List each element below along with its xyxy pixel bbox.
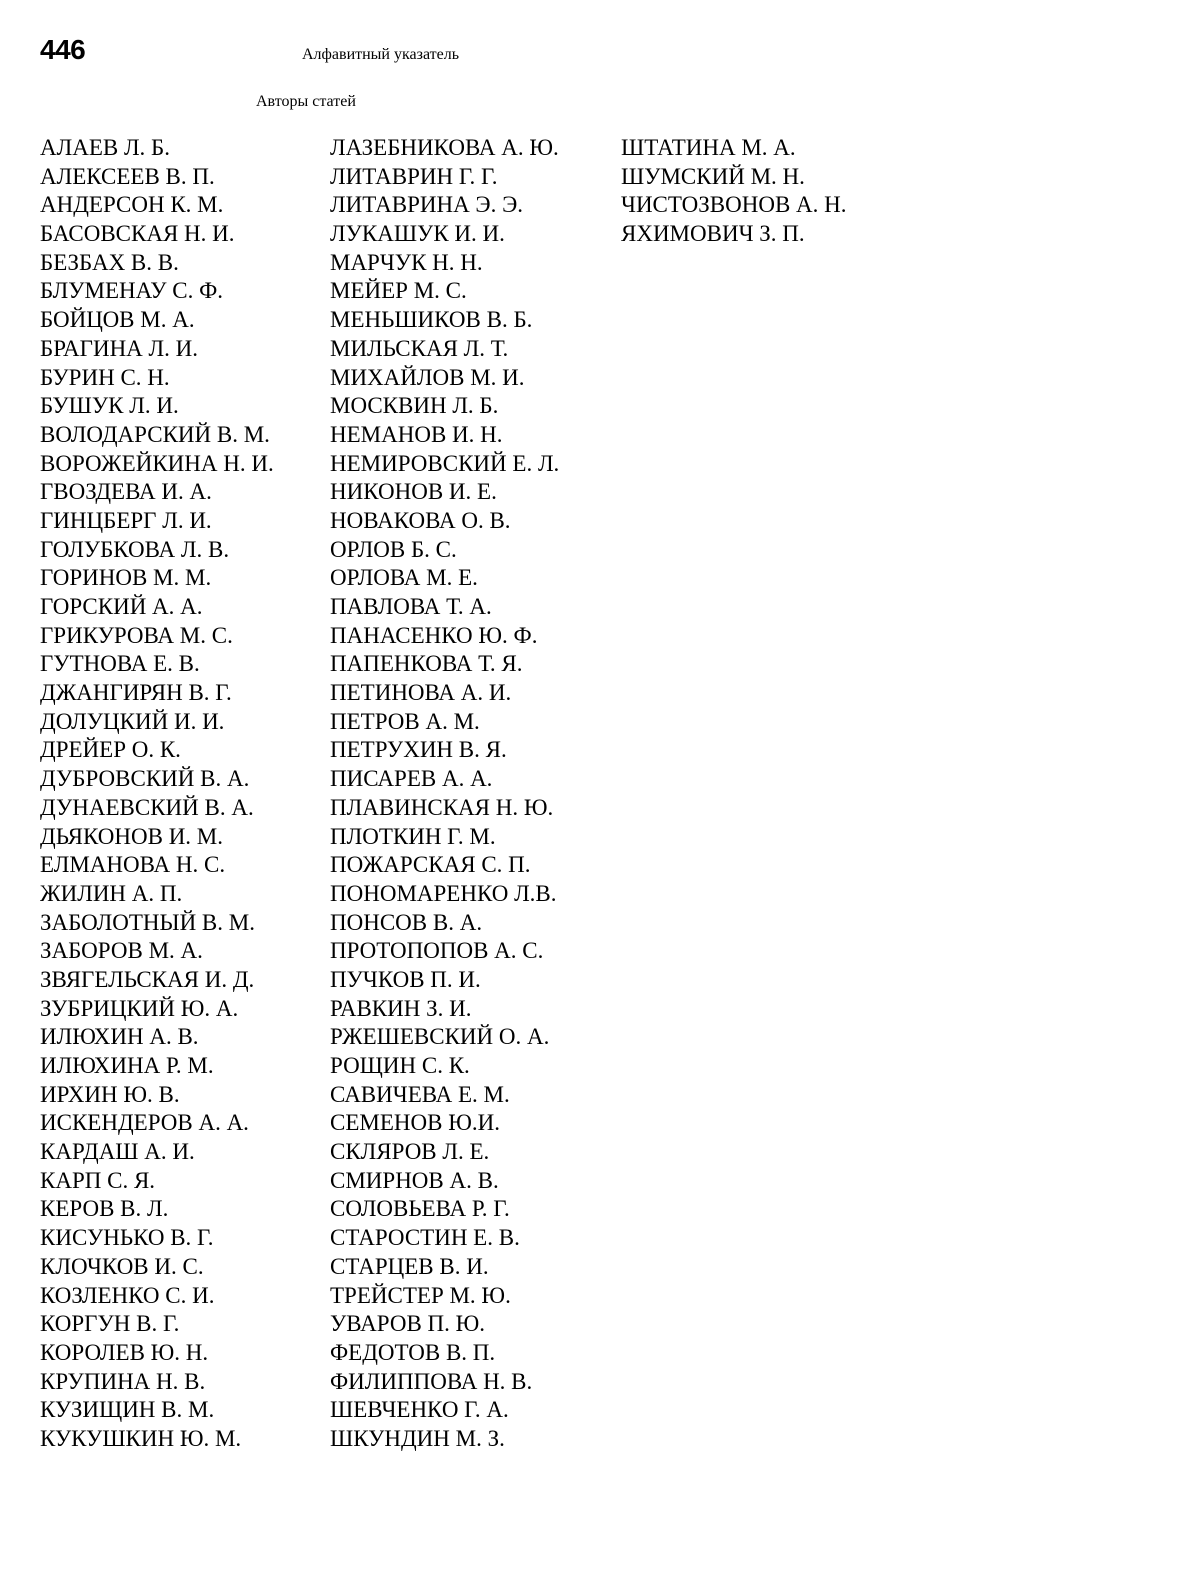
author-entry: ЛИТАВРИН Г. Г. (330, 163, 498, 189)
author-entry: ПАПЕНКОВА Т. Я. (330, 651, 523, 677)
section-title: Авторы статей (256, 93, 356, 110)
author-entry: ПЕТИНОВА А. И. (330, 680, 512, 706)
author-entry: МЕНЬШИКОВ В. Б. (330, 307, 533, 333)
author-entry: КИСУНЬКО В. Г. (40, 1225, 214, 1251)
author-entry: МОСКВИН Л. Б. (330, 393, 499, 419)
author-entry: СОЛОВЬЕВА Р. Г. (330, 1196, 510, 1222)
author-entry: МЕЙЕР М. С. (330, 278, 467, 304)
author-entry: ПЕТРУХИН В. Я. (330, 737, 507, 763)
author-entry: ИЛЮХИНА Р. М. (40, 1053, 214, 1078)
author-entry: УВАРОВ П. Ю. (330, 1311, 486, 1337)
author-entry: ИЛЮХИН А. В. (40, 1024, 199, 1050)
author-entry: САВИЧЕВА Е. М. (330, 1081, 510, 1107)
author-column-2 (330, 134, 559, 1454)
author-column-1 (40, 134, 274, 1454)
author-entry: РОЩИН С. К. (330, 1053, 470, 1078)
author-entry: КЕРОВ В. Л. (40, 1196, 169, 1222)
author-entry: ФИЛИППОВА Н. В. (330, 1368, 533, 1394)
author-entry: ТРЕЙСТЕР М. Ю. (330, 1282, 511, 1308)
author-entry: ЛУКАШУК И. И. (330, 221, 505, 247)
author-entry: ЗУБРИЦКИЙ Ю. А. (40, 995, 239, 1021)
author-entry: МИХАЙЛОВ М. И. (330, 364, 525, 390)
author-entry: ДРЕЙЕР О. К. (40, 737, 181, 763)
author-entry: ШЕВЧЕНКО Г. А. (330, 1397, 509, 1423)
author-entry: СКЛЯРОВ Л. Е. (330, 1139, 490, 1165)
author-entry: ВОРОЖЕЙКИНА Н. И. (40, 450, 274, 476)
author-entry: КАРДАШ А. И. (40, 1139, 195, 1165)
author-entry: СМИРНОВ А. В. (330, 1167, 499, 1193)
author-entry: ИРХИН Ю. В. (40, 1081, 180, 1107)
author-entry: ГУТНОВА Е. В. (40, 651, 200, 677)
author-entry: МИЛЬСКАЯ Л. Т. (330, 335, 509, 361)
author-entry: АНДЕРСОН К. М. (40, 192, 224, 218)
author-entry: КУКУШКИН Ю. М. (40, 1425, 242, 1451)
author-entry: ШТАТИНА М. А. (621, 135, 796, 160)
author-entry: КОРГУН В. Г. (40, 1311, 180, 1337)
author-entry: НЕМИРОВСКИЙ Е. Л. (330, 450, 560, 476)
author-entry: БЕЗБАХ В. В. (40, 249, 179, 275)
author-entry: ДЖАНГИРЯН В. Г. (40, 680, 232, 706)
author-entry: РАВКИН З. И. (330, 995, 472, 1021)
author-entry: НОВАКОВА О. В. (330, 507, 511, 533)
author-entry: ДУБРОВСКИЙ В. А. (40, 766, 250, 792)
author-entry: НЕМАНОВ И. Н. (330, 421, 503, 447)
running-head: Алфавитный указатель (302, 46, 460, 63)
author-entry: ПАВЛОВА Т. А. (330, 594, 492, 619)
author-entry: БАСОВСКАЯ Н. И. (40, 221, 235, 247)
author-entry: БРАГИНА Л. И. (40, 335, 199, 361)
author-entry: КОРОЛЕВ Ю. Н. (40, 1339, 209, 1365)
author-entry: ЗАБОРОВ М. А. (40, 938, 203, 964)
author-entry: СЕМЕНОВ Ю.И. (330, 1110, 500, 1136)
author-entry: ДУНАЕВСКИЙ В. А. (40, 794, 254, 820)
author-entry: ЧИСТОЗВОНОВ А. Н. (621, 192, 847, 218)
author-entry: ДЬЯКОНОВ И. М. (40, 823, 224, 849)
author-entry: ЛИТАВРИНА Э. Э. (330, 192, 524, 218)
author-entry: ШКУНДИН М. З. (330, 1425, 505, 1451)
author-entry: СТАРОСТИН Е. В. (330, 1225, 520, 1251)
author-entry: МАРЧУК Н. Н. (330, 249, 483, 275)
author-entry: РЖЕШЕВСКИЙ О. А. (330, 1024, 550, 1050)
author-entry: ГОЛУБКОВА Л. В. (40, 536, 230, 562)
author-entry: ПОНСОВ В. А. (330, 909, 483, 935)
author-entry: ПОНОМАРЕНКО Л.В. (330, 880, 557, 906)
author-entry: ПЛОТКИН Г. М. (330, 823, 496, 849)
author-entry: ПАНАСЕНКО Ю. Ф. (330, 622, 538, 648)
author-entry: БЛУМЕНАУ С. Ф. (40, 278, 224, 304)
author-entry: ЗВЯГЕЛЬСКАЯ И. Д. (40, 966, 255, 992)
author-entry: ЯХИМОВИЧ З. П. (621, 221, 805, 247)
author-entry: КЛОЧКОВ И. С. (40, 1253, 204, 1279)
author-entry: БОЙЦОВ М. А. (40, 307, 195, 333)
author-entry: КАРП С. Я. (40, 1167, 156, 1193)
author-entry: НИКОНОВ И. Е. (330, 479, 497, 505)
author-entry: КОЗЛЕНКО С. И. (40, 1282, 215, 1308)
author-entry: КУЗИЩИН В. М. (40, 1397, 215, 1423)
author-entry: СТАРЦЕВ В. И. (330, 1253, 489, 1279)
author-entry: ГОРСКИЙ А. А. (40, 594, 203, 619)
author-entry: ПЕТРОВ А. М. (330, 708, 480, 734)
page-number: 446 (40, 34, 86, 65)
author-entry: ОРЛОВА М. Е. (330, 565, 478, 591)
author-entry: ОРЛОВ Б. С. (330, 536, 457, 562)
author-entry: ЛАЗЕБНИКОВА А. Ю. (330, 135, 559, 160)
author-entry: ГВОЗДЕВА И. А. (40, 479, 212, 505)
author-entry: ПИСАРЕВ А. А. (330, 766, 493, 792)
author-entry: АЛЕКСЕЕВ В. П. (40, 163, 215, 189)
author-entry: ГРИКУРОВА М. С. (40, 622, 233, 648)
author-entry: ДОЛУЦКИЙ И. И. (40, 708, 225, 734)
author-entry: АЛАЕВ Л. Б. (40, 135, 171, 160)
author-entry: БУШУК Л. И. (40, 393, 179, 419)
author-column-3 (621, 134, 847, 249)
author-entry: ВОЛОДАРСКИЙ В. М. (40, 421, 270, 447)
author-entry: ПОЖАРСКАЯ С. П. (330, 852, 531, 878)
author-entry: БУРИН С. Н. (40, 364, 170, 390)
author-entry: ПЛАВИНСКАЯ Н. Ю. (330, 794, 554, 820)
author-entry: ЗАБОЛОТНЫЙ В. М. (40, 909, 255, 935)
author-entry: ЖИЛИН А. П. (40, 880, 183, 906)
author-entry: ГОРИНОВ М. М. (40, 565, 212, 591)
author-entry: ГИНЦБЕРГ Л. И. (40, 507, 212, 533)
author-entry: КРУПИНА Н. В. (40, 1368, 206, 1394)
author-entry: ИСКЕНДЕРОВ А. А. (40, 1110, 249, 1136)
author-entry: ШУМСКИЙ М. Н. (621, 163, 805, 189)
author-entry: ФЕДОТОВ В. П. (330, 1339, 496, 1365)
author-entry: ПРОТОПОПОВ А. С. (330, 938, 544, 964)
author-entry: ПУЧКОВ П. И. (330, 966, 481, 992)
author-entry: ЕЛМАНОВА Н. С. (40, 852, 226, 878)
